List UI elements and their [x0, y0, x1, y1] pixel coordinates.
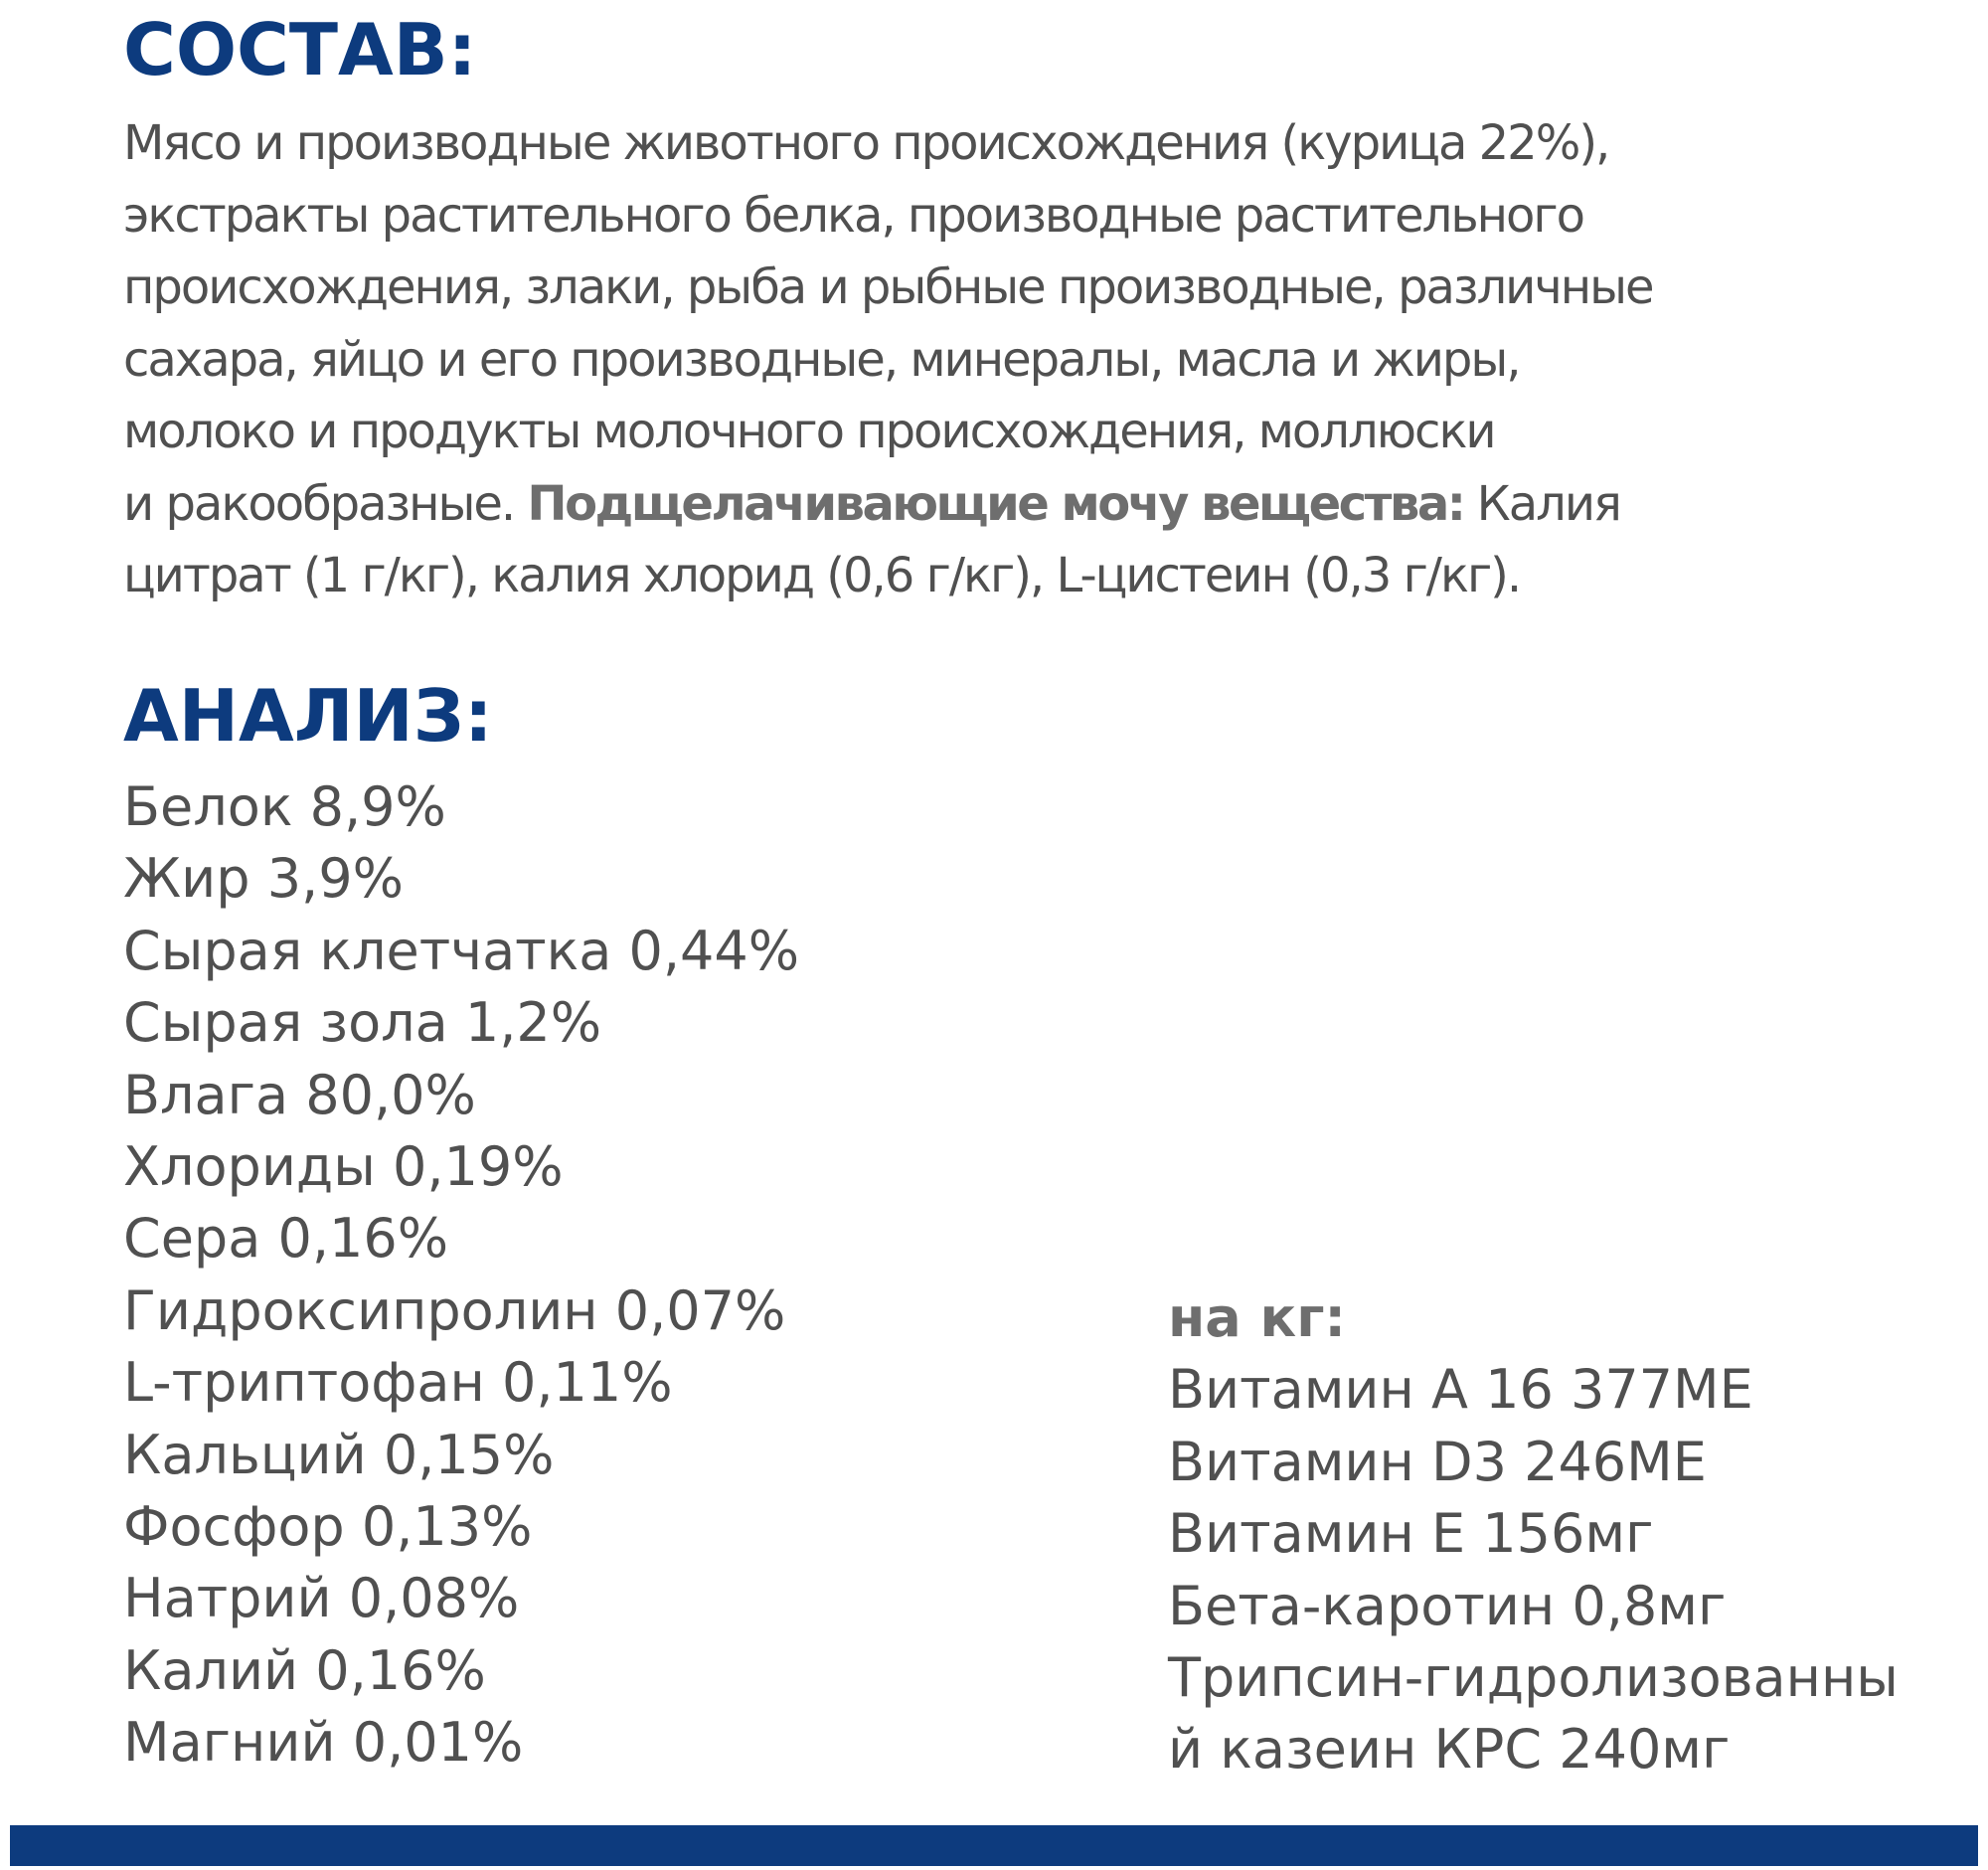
composition-line [123, 468, 1972, 541]
analysis-item: Жир 3,9% [123, 847, 404, 911]
per-kg-item: Витамин Е 156мг [1168, 1502, 1654, 1566]
per-kg-list [1168, 1354, 1899, 1785]
analysis-item: Гидроксипролин 0,07% [123, 1278, 786, 1342]
analysis-list [123, 771, 799, 1779]
analysis-item: Натрий 0,08% [123, 1567, 520, 1630]
analysis-item: Сера 0,16% [123, 1207, 449, 1271]
composition-line: Мясо и производные животного происхождения (курица 22%), [123, 115, 1609, 171]
composition-line: молоко и продукты молочного происхождения, моллюски [123, 404, 1495, 459]
analysis-heading: АНАЛИЗ: [123, 674, 493, 758]
analysis-item: Хлориды 0,19% [123, 1134, 564, 1198]
per-kg-item: Витамин D3 246МЕ [1168, 1430, 1707, 1493]
urine-alkalizing-label: Подщелачивающие мочу вещества: [527, 475, 1464, 532]
per-kg-item: Витамин А 16 377МЕ [1168, 1358, 1753, 1422]
composition-line: происхождения, злаки, рыба и рыбные производные, различные [123, 259, 1653, 315]
composition-heading: СОСТАВ: [123, 8, 477, 91]
composition-line: экстракты растительного белка, производные растительного [123, 187, 1583, 244]
analysis-item: Влага 80,0% [123, 1063, 476, 1126]
footer-bar [10, 1825, 1978, 1866]
analysis-item: Магний 0,01% [123, 1711, 524, 1775]
analysis-item: Калий 0,16% [123, 1638, 486, 1702]
analysis-item: Сырая клетчатка 0,44% [123, 919, 800, 982]
analysis-item: L-триптофан 0,11% [123, 1351, 673, 1415]
per-kg-item: й казеин КРС 240мг [1168, 1718, 1731, 1782]
composition-line: сахара, яйцо и его производные, минералы, масла и жиры, [123, 331, 1520, 388]
per-kg-title: на кг: [1168, 1286, 1347, 1349]
composition-line-prefix: и ракообразные. [123, 475, 528, 532]
analysis-item: Белок 8,9% [123, 775, 446, 838]
composition-text [123, 107, 1972, 612]
analysis-item: Фосфор 0,13% [123, 1494, 533, 1558]
composition-line: цитрат (1 г/кг), калия хлорид (0,6 г/кг), L-цистеин (0,3 г/кг). [123, 548, 1521, 603]
per-kg-item: Трипсин-гидролизованны [1168, 1645, 1899, 1709]
per-kg-section [1168, 1282, 1899, 1786]
analysis-item: Сырая зола 1,2% [123, 991, 602, 1055]
per-kg-item: Бета-каротин 0,8мг [1168, 1574, 1727, 1637]
composition-line-suffix: Калия [1463, 475, 1620, 532]
analysis-item: Кальций 0,15% [123, 1423, 555, 1486]
